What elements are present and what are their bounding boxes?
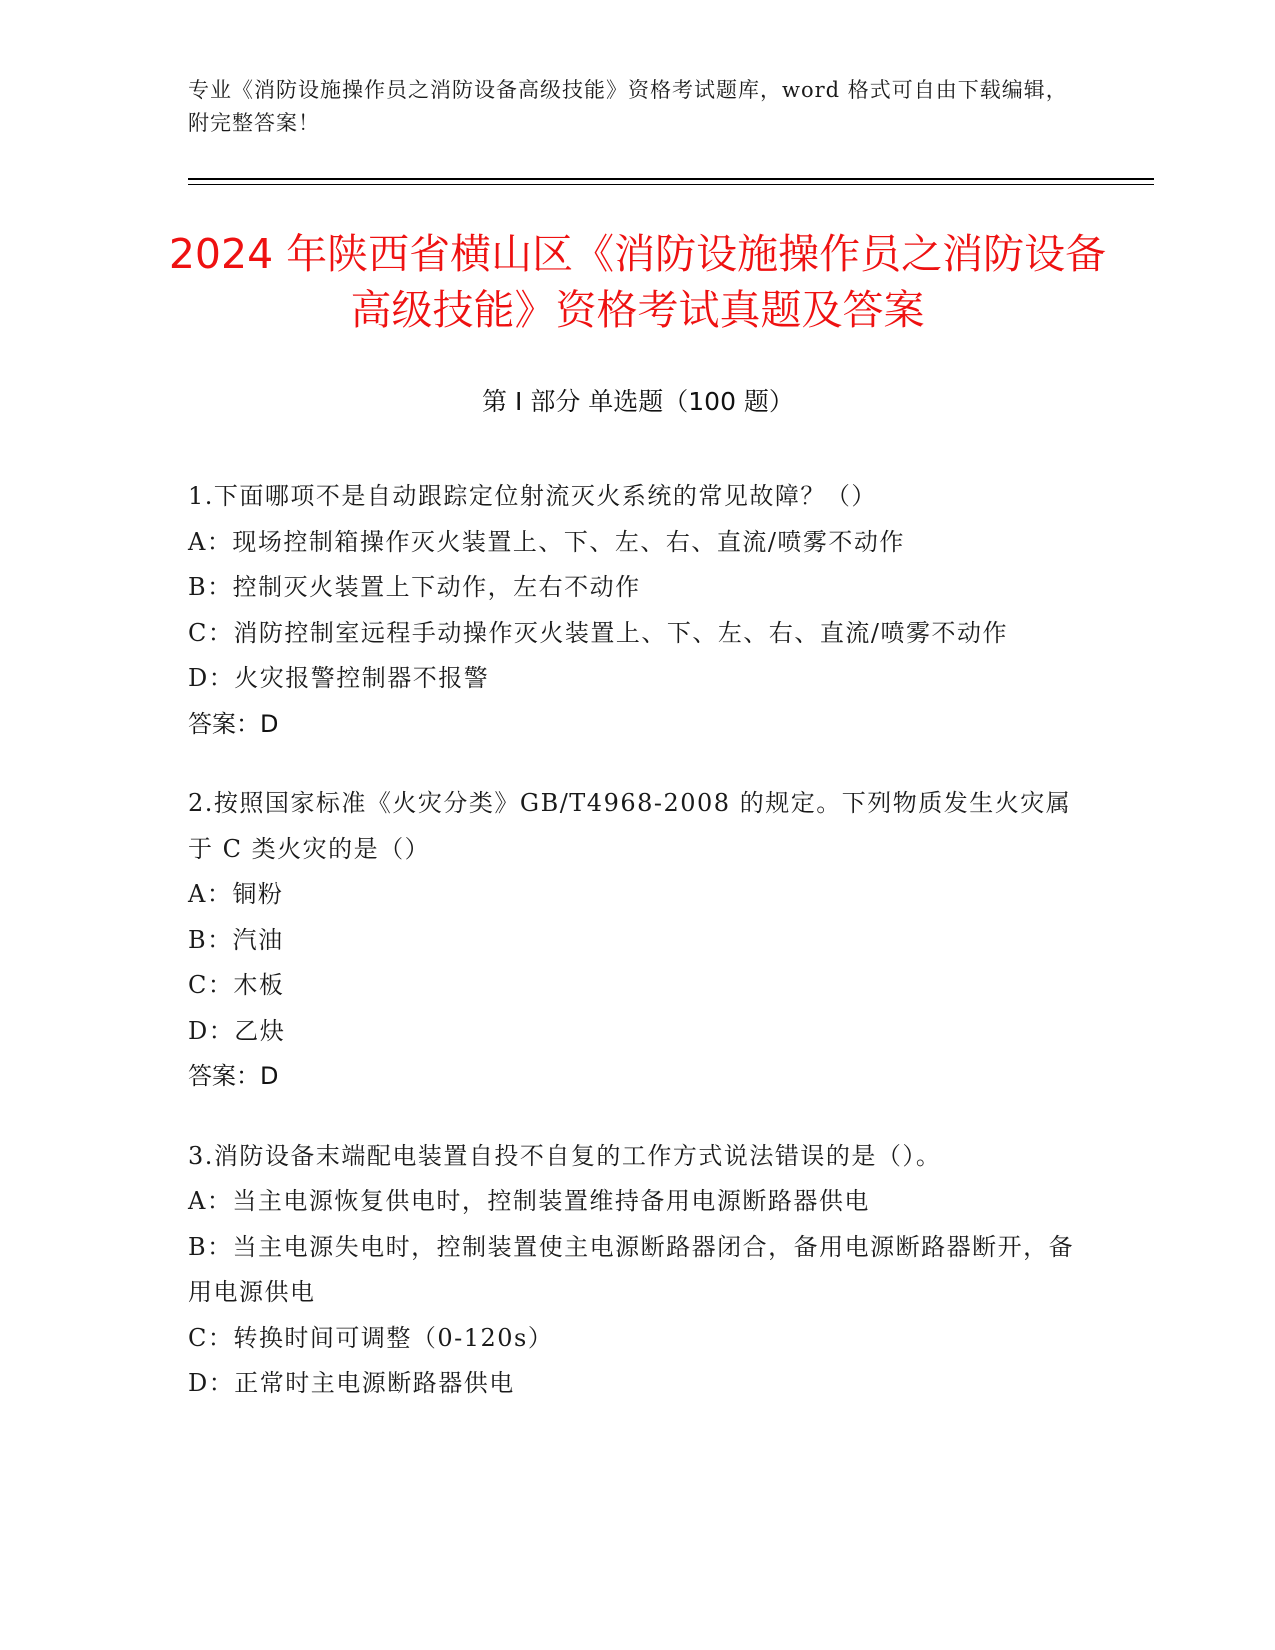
answer: 答案：D [188, 709, 279, 738]
question-stem: 2.按照国家标准《火灾分类》GB/T4968-2008 的规定。下列物质发生火灾属于 C 类火灾的是（） [188, 789, 1072, 863]
option-b: B：汽油 [188, 925, 284, 954]
option-b: B：当主电源失电时，控制装置使主电源断路器闭合，备用电源断路器断开，备用电源供电 [188, 1232, 1075, 1306]
question-2 [188, 781, 1088, 1100]
option-d: D：乙炔 [188, 1016, 286, 1045]
question-list [188, 474, 1088, 1441]
question-stem: 3.消防设备末端配电装置自投不自复的工作方式说法错误的是（）。 [188, 1141, 942, 1170]
option-a: A：现场控制箱操作灭火装置上、下、左、右、直流/喷雾不动作 [188, 527, 905, 556]
section-title: 第 I 部分 单选题（100 题） [482, 387, 794, 416]
option-c: C：消防控制室远程手动操作灭火装置上、下、左、右、直流/喷雾不动作 [188, 618, 1008, 647]
option-c: C：转换时间可调整（0-120s） [188, 1323, 554, 1352]
header-note: 专业《消防设施操作员之消防设备高级技能》资格考试题库，word 格式可自由下载编辑，附完整答案！ [188, 78, 1068, 135]
option-c: C：木板 [188, 971, 285, 999]
option-b: B：控制灭火装置上下动作，左右不动作 [188, 573, 641, 601]
document-title: 2024 年陕西省横山区《消防设施操作员之消防设备高级技能》资格考试真题及答案 [168, 230, 1107, 334]
question-3 [188, 1134, 1088, 1407]
question-1 [188, 474, 1088, 747]
header-rule-thick [188, 178, 1154, 180]
question-stem: 1.下面哪项不是自动跟踪定位射流灭火系统的常见故障？（） [188, 482, 877, 510]
option-d: D：火灾报警控制器不报警 [188, 664, 490, 692]
option-a: A：当主电源恢复供电时，控制装置维持备用电源断路器供电 [188, 1187, 870, 1215]
header-rule-thin [188, 184, 1154, 185]
option-a: A：铜粉 [188, 880, 284, 908]
option-d: D：正常时主电源断路器供电 [188, 1369, 515, 1397]
answer: 答案：D [188, 1062, 279, 1090]
